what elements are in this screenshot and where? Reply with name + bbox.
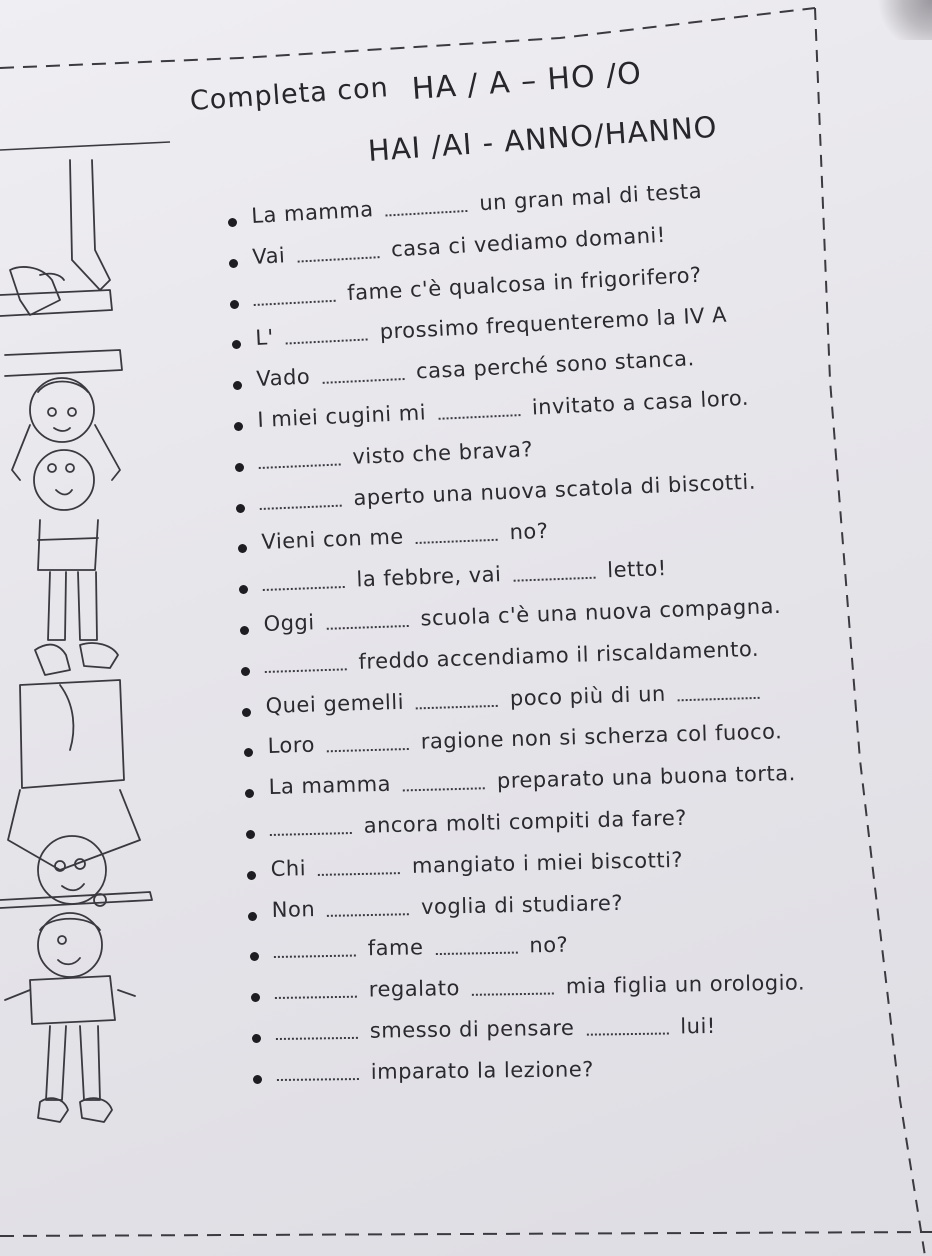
- answer-blank[interactable]: [678, 695, 760, 701]
- sentence-fragment: mangiato i miei biscotti?: [411, 847, 684, 878]
- bullet-point: [242, 708, 251, 717]
- bullet-point: [238, 544, 247, 553]
- bullet-point: [247, 871, 256, 880]
- bullet-point: [252, 1034, 261, 1043]
- bullet-point: [241, 667, 250, 676]
- answer-blank[interactable]: [276, 1036, 358, 1040]
- bullet-point: [236, 504, 245, 513]
- exercise-sentence: [277, 1049, 606, 1085]
- sentence-fragment: Chi: [270, 856, 307, 881]
- bullet-point: [229, 259, 238, 268]
- sentence-fragment: imparato la lezione?: [370, 1057, 595, 1084]
- answer-blank[interactable]: [328, 912, 410, 917]
- answer-blank[interactable]: [327, 624, 409, 630]
- answer-blank[interactable]: [286, 338, 368, 345]
- sentence-fragment: L': [254, 325, 275, 351]
- bullet-point: [244, 748, 253, 757]
- answer-blank[interactable]: [298, 255, 380, 262]
- answer-blank[interactable]: [438, 413, 520, 420]
- exercise-sentence: [276, 1006, 728, 1044]
- sentence-fragment: un gran mal di testa: [478, 178, 703, 216]
- answer-blank[interactable]: [586, 1032, 668, 1036]
- sentence-fragment: Non: [271, 896, 316, 922]
- answer-blank[interactable]: [273, 954, 355, 958]
- exercise-sentence: [273, 925, 580, 963]
- answer-blank[interactable]: [277, 1077, 359, 1081]
- sentence-fragment: prossimo frequenteremo la IV A: [378, 303, 728, 345]
- sentence-fragment: regalato: [368, 976, 460, 1002]
- bullet-point: [253, 1075, 262, 1084]
- answer-blank[interactable]: [386, 209, 468, 217]
- bullet-point: [233, 381, 242, 390]
- sentence-fragment: Oggi: [263, 610, 316, 636]
- answer-blank[interactable]: [322, 377, 404, 384]
- bullet-point: [228, 218, 237, 227]
- sentence-fragment: scuola c'è una nuova compagna.: [420, 593, 782, 631]
- answer-blank[interactable]: [275, 995, 357, 999]
- answer-blank[interactable]: [472, 992, 554, 996]
- sentence-fragment: voglia di studiare?: [421, 890, 624, 919]
- answer-blank[interactable]: [435, 951, 517, 955]
- sentence-fragment: Loro: [266, 733, 315, 759]
- bullet-point: [239, 585, 248, 594]
- answer-blank[interactable]: [403, 786, 485, 791]
- exercise-sentence: [272, 882, 636, 921]
- instruction-options-line-1: HA / A – HO /O: [410, 55, 643, 107]
- sentence-fragment: preparato una buona torta.: [496, 761, 796, 794]
- sentence-fragment: Vai: [251, 243, 287, 269]
- answer-blank[interactable]: [265, 667, 347, 673]
- bullet-point: [234, 422, 243, 431]
- sentence-fragment: Quei gemelli: [265, 689, 405, 718]
- answer-blank[interactable]: [260, 503, 342, 509]
- answer-blank[interactable]: [254, 298, 336, 305]
- sentence-fragment: letto!: [606, 556, 667, 583]
- answer-blank[interactable]: [513, 576, 595, 582]
- sentence-fragment: fame: [367, 935, 424, 961]
- sentence-fragment: lui!: [680, 1013, 716, 1039]
- bullet-point: [246, 830, 255, 839]
- sentence-fragment: poco più di un: [509, 681, 667, 711]
- stacked-children-illustration: [0, 140, 190, 1140]
- sentence-fragment: no?: [528, 933, 568, 958]
- sentence-fragment: casa ci vediamo domani!: [390, 222, 667, 262]
- instruction-label: Completa con: [188, 72, 390, 117]
- bullet-point: [245, 789, 254, 798]
- answer-blank[interactable]: [259, 462, 341, 469]
- sentence-fragment: ragione non si scherza col fuoco.: [420, 719, 783, 755]
- answer-blank[interactable]: [417, 703, 499, 709]
- bullet-point: [248, 912, 257, 921]
- sentence-fragment: visto che brava?: [352, 436, 534, 469]
- bullet-point: [232, 340, 241, 349]
- sentence-fragment: La mamma: [268, 771, 392, 800]
- sentence-fragment: La mamma: [250, 197, 375, 228]
- sentence-fragment: freddo accendiamo il riscaldamento.: [358, 636, 760, 674]
- sentence-fragment: Vado: [255, 364, 311, 392]
- answer-blank[interactable]: [415, 538, 497, 544]
- bullet-point: [235, 463, 244, 472]
- sentence-fragment: casa perché sono stanca.: [415, 346, 695, 384]
- bullet-point: [230, 300, 239, 309]
- answer-blank[interactable]: [318, 871, 400, 876]
- bullet-point: [240, 626, 249, 635]
- sentence-fragment: mia figlia un orologio.: [565, 970, 806, 999]
- answer-blank[interactable]: [270, 831, 352, 836]
- sentence-fragment: invitato a casa loro.: [531, 385, 750, 420]
- answer-blank[interactable]: [263, 585, 345, 591]
- bullet-point: [251, 993, 260, 1002]
- sentence-fragment: I miei cugini mi: [256, 400, 427, 432]
- bullet-point: [250, 952, 259, 961]
- sentence-fragment: Vieni con me: [260, 524, 404, 555]
- sentence-fragment: no?: [508, 519, 549, 545]
- sentence-fragment: fame c'è qualcosa in frigorifero?: [347, 262, 703, 305]
- sentence-fragment: la febbre, vai: [355, 562, 502, 592]
- sentence-fragment: smesso di pensare: [369, 1015, 575, 1043]
- sentence-fragment: aperto una nuova scatola di biscotti.: [353, 469, 757, 510]
- instruction-options-line-2: HAI /AI - ANNO/HANNO: [366, 109, 719, 168]
- sentence-fragment: ancora molti compiti da fare?: [363, 805, 688, 838]
- answer-blank[interactable]: [327, 747, 409, 752]
